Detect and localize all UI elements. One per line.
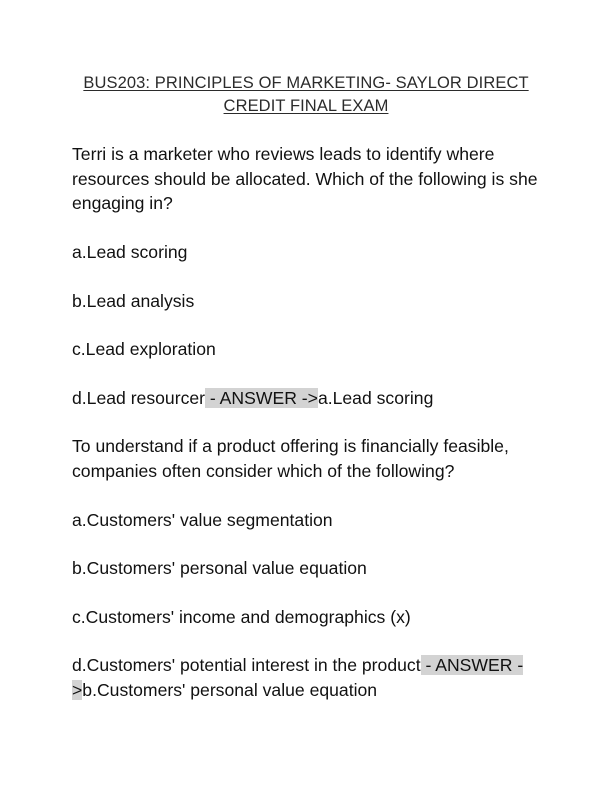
question-2-option-b: b.Customers' personal value equation — [72, 558, 367, 578]
title-line-2: CREDIT FINAL EXAM — [223, 97, 389, 115]
question-2-text: To understand if a product offering is financially feasible, companies often consider which of the following? — [72, 436, 509, 481]
question-1-option-a: a.Lead scoring — [72, 242, 188, 262]
question-1-option-c: c.Lead exploration — [72, 339, 216, 359]
question-1-text: Terri is a marketer who reviews leads to identify where resources should be allocated. Which of the following is she engaging in? — [72, 144, 538, 213]
question-1-option-d: d.Lead resourcer — [72, 387, 206, 408]
question-2-option-a: a.Customers' value segmentation — [72, 509, 333, 530]
document-body — [72, 142, 540, 702]
document-title — [76, 72, 536, 118]
question-1-answer: a.Lead scoring — [317, 387, 434, 408]
question-1-option-b: b.Lead analysis — [72, 290, 195, 311]
title-line-1: BUS203: PRINCIPLES OF MARKETING- SAYLOR DIRECT — [83, 74, 529, 92]
question-2-answer: b.Customers' personal value equation — [82, 679, 378, 700]
question-2-option-d: d.Customers' potential interest in the product — [72, 655, 421, 675]
question-1-option-d-with-answer — [72, 386, 540, 411]
answer-marker: - ANSWER -> — [72, 655, 524, 700]
answer-marker: - ANSWER -> — [205, 387, 318, 408]
question-2-option-c: c.Customers' income and demographics (x) — [72, 606, 411, 627]
question-2-option-d-with-answer — [72, 653, 540, 702]
